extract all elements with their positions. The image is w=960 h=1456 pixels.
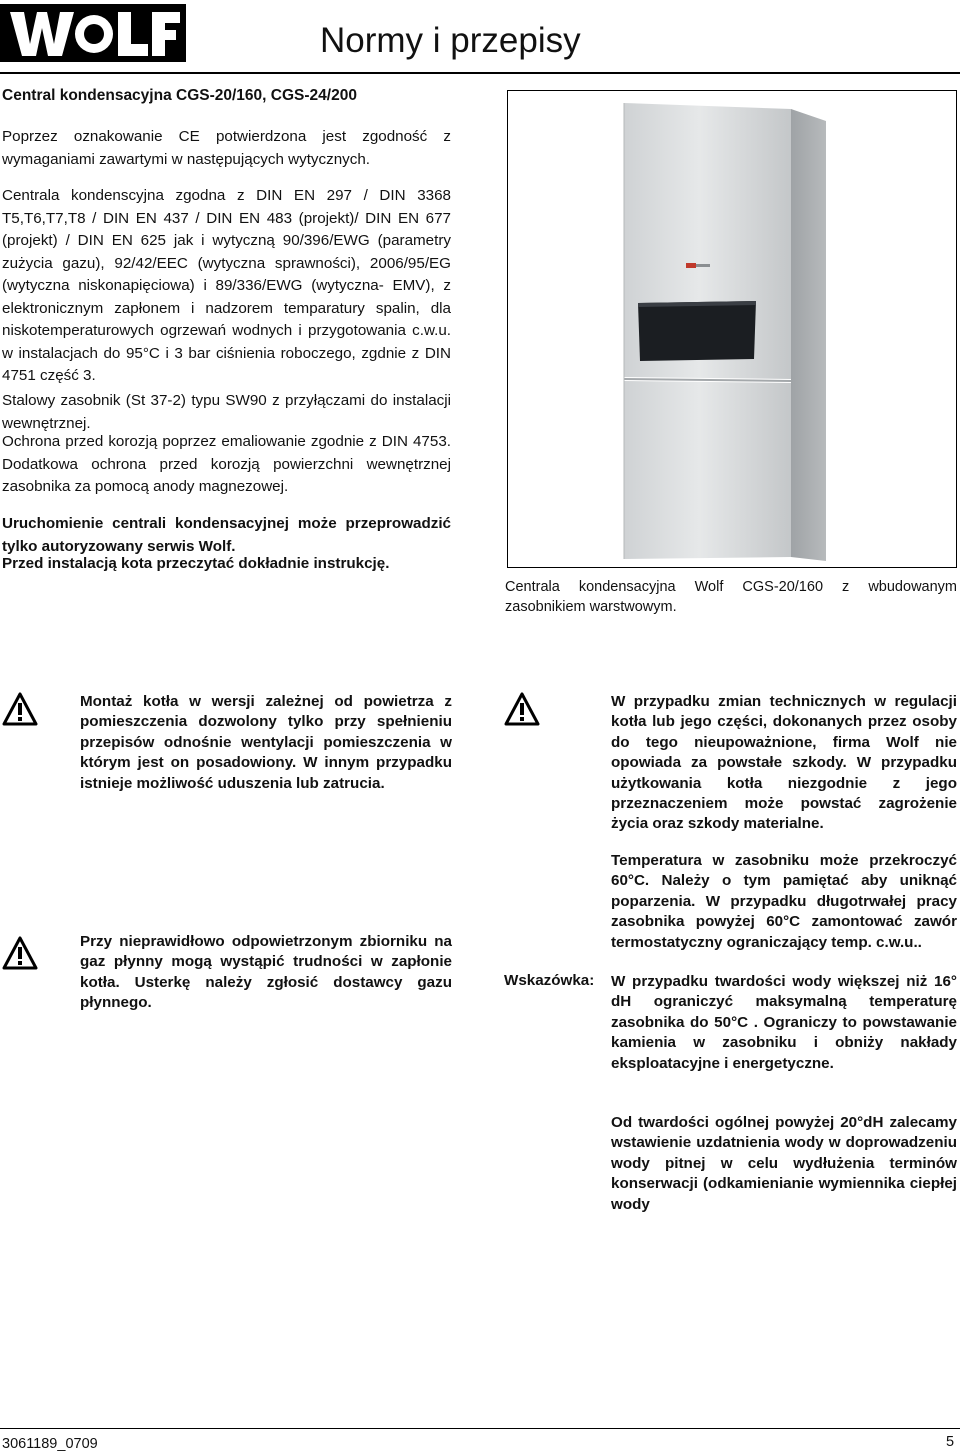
section-heading: Central kondensacyjna CGS-20/160, CGS-24/200 [2, 87, 357, 104]
service-note: Uruchomienie centrali kondensacyjnej może przeprowadzić tylko autoryzowany serwis Wolf. [2, 515, 451, 555]
warning-ventilation: Montaż kotła w wersji zależnej od powietrza z pomieszczenia dozwolony tylko przy spełnieniu przepisów odnośnie wentylacji pomieszczenia w którym jest on posadowiony. W innym przypadku istnieje możliwość uduszenia lub zatrucia. [80, 693, 452, 792]
footer-rule [0, 1428, 960, 1429]
warning-triangle-icon [2, 936, 38, 970]
product-image [507, 90, 957, 568]
warning-lpg: Przy nieprawidłowo odpowietrzonym zbiorniku na gaz płynny mogą wystąpić trudności w zapłonie kotła. Usterkę należy zgłosić dostawcy gazu płynnego. [80, 933, 452, 1012]
document-number: 3061189_0709 [2, 1436, 98, 1452]
hint-label: Wskazówka: [504, 972, 595, 989]
temperature-note: Temperatura w zasobniku może przekroczyć 60°C. Należy o tym pamiętać aby uniknąć poparzenia. W przypadku długotrwałej pracy zasobnika powyżej 60°C zamontować zawór termostatyczny ograniczający temp. c.w.u.. [611, 852, 957, 951]
read-instructions-note: Przed instalacją kota przeczytać dokładnie instrukcję. [2, 555, 390, 572]
ce-conformity-paragraph: Poprzez oznakowanie CE potwierdzona jest zgodność z wymaganiami zawartymi w następujących wytycznych. [2, 128, 451, 168]
corrosion-paragraph: Ochrona przed korozją poprzez emaliowanie zgodnie z DIN 4753. Dodatkowa ochrona przed korozją powierzchni wewnętrznej zasobnika za pomocą anody magnezowej. [2, 433, 451, 495]
warning-modifications: W przypadku zmian technicznych w regulacji kotła lub jego części, dokonanych przez osoby do tego nieupoważnione, firma Wolf nie opowiada za powstałe szkody. W przypadku użytkowania kotła niezgodnie z jego przeznaczeniem może powstać zagrożenie życia oraz szkody materialne. [611, 693, 957, 833]
header-rule [0, 72, 960, 74]
tank-paragraph: Stalowy zasobnik (St 37-2) typu SW90 z przyłączami do instalacji wewnętrznej. [2, 392, 451, 432]
page-number: 5 [946, 1434, 955, 1450]
warning-triangle-icon [504, 692, 540, 726]
wolf-logo [0, 4, 186, 62]
figure-caption: Centrala kondensacyjna Wolf CGS-20/160 z wbudowanym zasobnikiem warstwowym. [505, 579, 957, 615]
warning-triangle-icon [2, 692, 38, 726]
standards-paragraph: Centrala kondenscyjna zgodna z DIN EN 297 / DIN 3368 T5,T6,T7,T8 / DIN EN 437 / DIN EN 483 (projekt)/ DIN EN 677 (projekt) / DIN EN 625 jak i wytyczną 90/396/EWG (parametry zużycia gazu), 92/42/EEC (wytyczna sprawności), 2006/95/EG (wytyczna niskonapięciowa) i 89/336/EWG (wytyczna- EMV), z elektronicznym zapłonem i nadzorem temparatury spalin, dla niskotemperaturowych ogrzewań wodnych i przygotowania c.w.u. w instalacjach do 95°C i 3 bar ciśnienia roboczego, zgdnie z DIN 4751 część 3. [2, 187, 451, 384]
water-hardness-note: Od twardości ogólnej powyżej 20°dH zalecamy wstawienie uzdatnienia wody w doprowadzeniu wody pitnej w celu wydłużenia terminów konserwacji (odkamienianie wymiennika ciepłej wody [611, 1114, 957, 1213]
hint-text: W przypadku twardości wody większej niż 16° dH ograniczyć maksymalną temperaturę zasobnika do 50°C . Ograniczy to powstawanie kamienia w zasobniku i obniży nakłady eksploatacyjne i energetyczne. [611, 973, 957, 1072]
page-title: Normy i przepisy [320, 21, 581, 60]
